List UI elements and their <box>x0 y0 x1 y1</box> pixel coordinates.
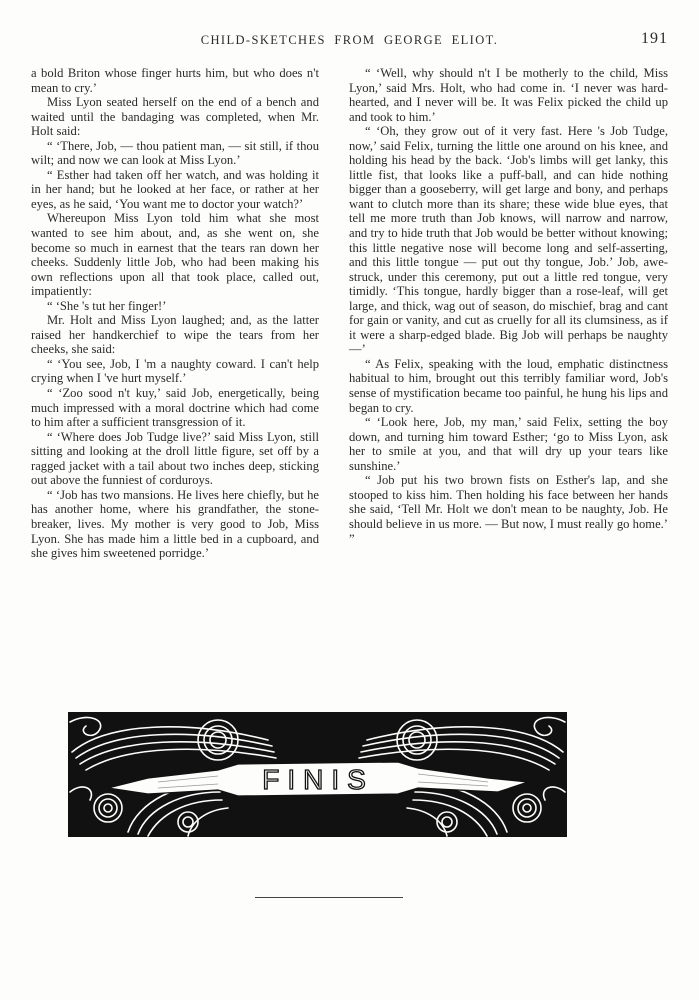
left-column <box>31 66 319 561</box>
paragraph: “ Esther had taken off her watch, and was holding it in her hand; but he looked at her face, or rather at her eyes, as he said, ‘You want me to doctor your watch?’ <box>31 167 319 211</box>
paragraph: “ ‘Well, why should n't I be motherly to the child, Miss Lyon,’ said Mrs. Holt, who had come in. ‘I never was hard-hearted, and I never will be. It was Felix picked the child up and took to him.’ <box>349 66 668 124</box>
paragraph: “ ‘She 's tut her finger!’ <box>47 298 167 313</box>
finis-banner-text: FINIS <box>262 764 374 795</box>
page-number: 191 <box>641 30 668 47</box>
paragraph: “ ‘Where does Job Tudge live?’ said Miss Lyon, still sitting and looking at the droll little figure, set off by a ragged jacket with a tail about two inches deep, sticking out above the funniest of corduroys. <box>31 429 319 488</box>
end-rule <box>255 897 403 898</box>
paragraph: “ ‘Look here, Job, my man,’ said Felix, setting the boy down, and turning him toward Esther; ‘go to Miss Lyon, ask her to smile at you, and that will dry up your tears like sunshine.’ <box>349 415 668 473</box>
running-title: CHILD-SKETCHES FROM GEORGE ELIOT. <box>200 33 499 47</box>
paragraph: Whereupon Miss Lyon told him what she most wanted to see him about, and, as she went on, she become so much in earnest that the tears ran down her cheeks. Suddenly little Job, who had been making his own reflections upon all that took place, called out, impatiently: <box>31 211 319 299</box>
paragraph: “ ‘Oh, they grow out of it very fast. Here 's Job Tudge, now,’ said Felix, turning the little one around on his knee, and holding his head by the back. ‘Job's limbs will get lanky, this little fist, that looks like a puff-ball, and can hide nothing bigger than a gooseberry, will get large and bony, and perhaps want to clutch more than its share; these wide blue eyes, that tell me more truth than Job knows, will narrow and narrow, and try to hide truth that Job would be better without knowing; this little negative nose will become long and self-asserting, and this little tongue — put out thy tongue, Job.’ Job, awe-struck, under this ceremony, put out a little red tongue, very timidly. ‘This tongue, hardly bigger than a rose-leaf, will get large, and thick, wag out of season, do mischief, brag and cant for gain or vanity, and cut as cruelly for all its clumsiness, as if it were a sharp-edged blade. Big Job will perhaps be naughty —’ <box>349 124 668 357</box>
paragraph: Miss Lyon seated herself on the end of a bench and waited until the bandaging was completed, when Mr. Holt said: <box>31 95 319 139</box>
paragraph: “ ‘Zoo sood n't kuy,’ said Job, energetically, being much impressed with a moral doctrine which had come to him after a sufficient transgression of it. <box>31 386 319 430</box>
right-column <box>349 66 668 546</box>
scrollwork-icon <box>68 712 567 837</box>
paragraph: “ ‘Job has two mansions. He lives here chiefly, but he has another home, where his grandfather, the stone-breaker, lives. My mother is very good to Job, Miss Lyon. She has made him a little bed in a cupboard, and she gives him sweetened porridge.’ <box>31 487 319 561</box>
running-head <box>0 30 699 53</box>
paragraph: “ As Felix, speaking with the loud, emphatic distinctness habitual to him, brought out this terribly familiar word, Job's sense of mystification became too painful, he hung his lips and began to cry. <box>349 356 668 415</box>
paragraph: “ Job put his two brown fists on Esther's lap, and she stooped to kiss him. Then holding his face between her hands she said, ‘Tell Mr. Holt we don't mean to be naughty, Job. He should believe in us more. — But now, I must really go home.’ ” <box>349 473 668 546</box>
paragraph: “ ‘You see, Job, I 'm a naughty coward. I can't help crying when I 've hurt myself.’ <box>31 356 319 386</box>
paragraph: “ ‘There, Job, — thou patient man, — sit still, if thou wilt; and now we can look at Miss Lyon.’ <box>31 138 319 168</box>
paragraph: Mr. Holt and Miss Lyon laughed; and, as the latter raised her handkerchief to wipe the tears from her cheeks, she said: <box>31 313 319 357</box>
finis-ornament <box>68 712 567 837</box>
paragraph: a bold Briton whose finger hurts him, but who does n't mean to cry.’ <box>31 66 319 95</box>
